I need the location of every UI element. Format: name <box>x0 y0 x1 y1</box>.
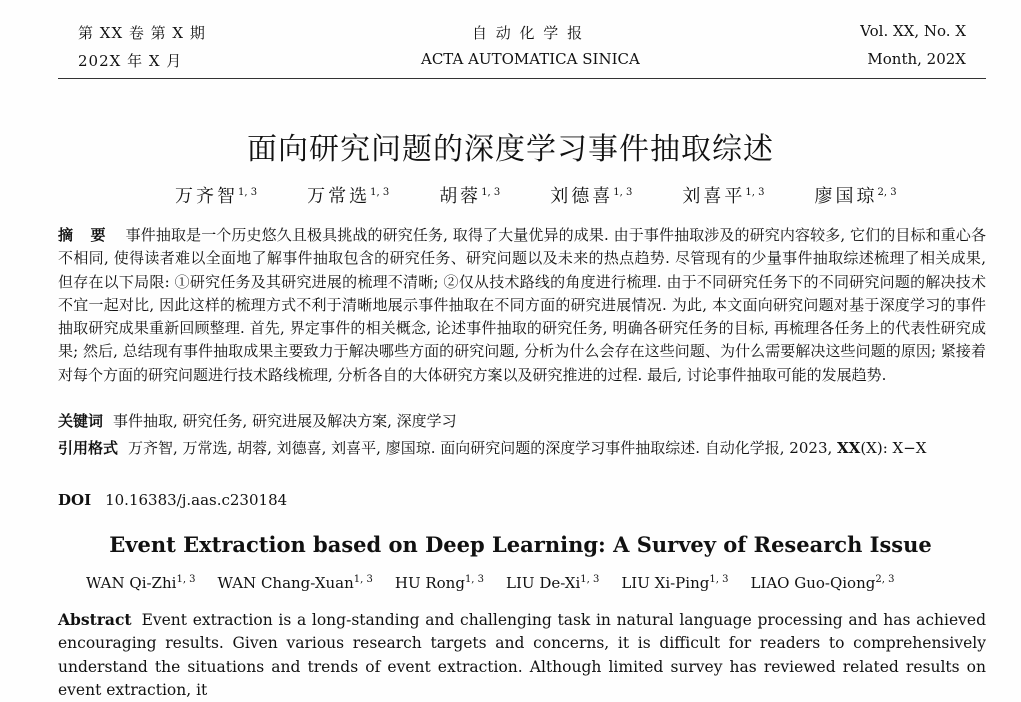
author-name: LIU De-Xi <box>506 574 581 592</box>
author-affiliation: 2, 3 <box>875 574 895 585</box>
doi-label: DOI <box>58 491 92 509</box>
author-list-en <box>86 574 894 592</box>
citation <box>58 437 986 460</box>
abstract-cn-text: 事件抽取是一个历史悠久且极具挑战的研究任务, 取得了大量优异的成果. 由于事件抽取涉及的研究内容较多, 它们的目标和重心各不相同, 使得读者难以全面地了解事件抽取包含的研究任务、研究问题以及未来的热点趋势. 尽管现有的少量事件抽取综述梳理了相关成果, 但存在以下局限: ①研究任务及其研究进展的梳理不清晰; ②仅从技术路线的角度进行梳理. 由于不同研究任务下的不同研究问题的解决技术不宜一起对比, 因此这样的梳理方式不利于清晰地展示事件抽取在不同方面的研究进展情况. 为此, 本文面向研究问题对基于深度学习的事件抽取研究成果重新回顾整理. 首先, 界定事件的相关概念, 论述事件抽取的研究任务, 明确各研究任务的目标, 再梳理各任务上的代表性研究成果; 然后, 总结现有事件抽取成果主要致力于解决哪些方面的研究问题, 分析为什么会存在这些问题、为什么需要解决这些问题的原因; 紧接着对每个方面的研究问题进行技术路线梳理, 分析各自的大体研究方案以及研究推进的过程. 最后, 讨论事件抽取可能的发展趋势. <box>58 226 986 384</box>
citation-text: 万齐智, 万常选, 胡蓉, 刘德喜, 刘喜平, 廖国琼. 面向研究问题的深度学习事件抽取综述. 自动化学报, 2023, <box>128 439 838 457</box>
author-affiliation: 1, 3 <box>481 187 501 198</box>
author-affiliation: 1, 3 <box>613 187 633 198</box>
header-date: 202X 年 X 月 <box>78 52 183 70</box>
author-affiliation: 1, 3 <box>370 187 390 198</box>
keywords <box>58 410 986 433</box>
author-name: 刘德喜 <box>550 186 614 207</box>
header-journal-en: ACTA AUTOMATICA SINICA <box>421 50 640 68</box>
author-name: HU Rong <box>394 574 465 592</box>
author <box>218 574 373 592</box>
author <box>439 182 500 208</box>
author <box>682 182 764 208</box>
author-name: LIAO Guo-Qiong <box>750 574 876 592</box>
author-list-cn <box>175 182 897 208</box>
author-affiliation: 1, 3 <box>745 187 765 198</box>
author <box>395 574 484 592</box>
author-affiliation: 1, 3 <box>709 574 729 585</box>
author <box>307 182 389 208</box>
citation-label: 引用格式 <box>58 439 119 457</box>
paper-title-en: Event Extraction based on Deep Learning: A Survey of Research Issue <box>109 532 932 557</box>
citation-issue-pages: (X): X−X <box>860 439 927 457</box>
author-name: 万常选 <box>307 186 371 207</box>
author-name: LIU Xi-Ping <box>621 574 710 592</box>
keywords-label: 关键词 <box>58 412 104 430</box>
author-affiliation: 1, 3 <box>464 574 485 585</box>
doi <box>58 491 287 509</box>
author-name: 刘喜平 <box>682 186 746 207</box>
doi-value: 10.16383/j.aas.c230184 <box>105 491 288 509</box>
author-affiliation: 2, 3 <box>877 187 897 198</box>
header-rule <box>58 78 986 79</box>
abstract-cn-label: 摘 要 <box>58 226 112 244</box>
header-volume-issue: 第 XX 卷 第 X 期 <box>78 24 206 42</box>
header-vol-no: Vol. XX, No. X <box>860 22 966 40</box>
author <box>506 574 599 592</box>
header-journal-cn: 自 动 化 学 报 <box>472 24 585 42</box>
author-affiliation: 1, 3 <box>176 574 196 585</box>
author <box>86 574 196 592</box>
author-name: WAN Qi-Zhi <box>86 574 177 592</box>
author <box>814 182 896 208</box>
author <box>550 182 632 208</box>
abstract-en-text: Event extraction is a long-standing and challenging task in natural language processing and has achieved encouraging results. Given various research targets and concerns, it is difficult for readers to comprehensively understand the situations and trends of event extraction. Although limited survey has reviewed related results on event extraction, it <box>58 611 986 699</box>
author-affiliation: 1, 3 <box>580 574 600 585</box>
author-affiliation: 1, 3 <box>238 187 258 198</box>
abstract-en <box>58 608 986 702</box>
author-affiliation: 1, 3 <box>353 574 373 585</box>
author <box>175 182 257 208</box>
author-name: 胡蓉 <box>439 186 482 207</box>
keywords-text: 事件抽取, 研究任务, 研究进展及解决方案, 深度学习 <box>113 412 457 430</box>
author-name: 万齐智 <box>175 186 238 207</box>
author <box>621 574 728 592</box>
author-name: WAN Chang-Xuan <box>217 574 354 592</box>
abstract-en-label: Abstract <box>58 610 132 629</box>
paper-title-cn: 面向研究问题的深度学习事件抽取综述 <box>247 132 774 167</box>
author <box>750 574 894 592</box>
header-month-year: Month, 202X <box>867 50 966 68</box>
author-name: 廖国琼 <box>814 186 878 207</box>
citation-volume: XX <box>837 439 861 457</box>
abstract-cn <box>58 224 986 387</box>
